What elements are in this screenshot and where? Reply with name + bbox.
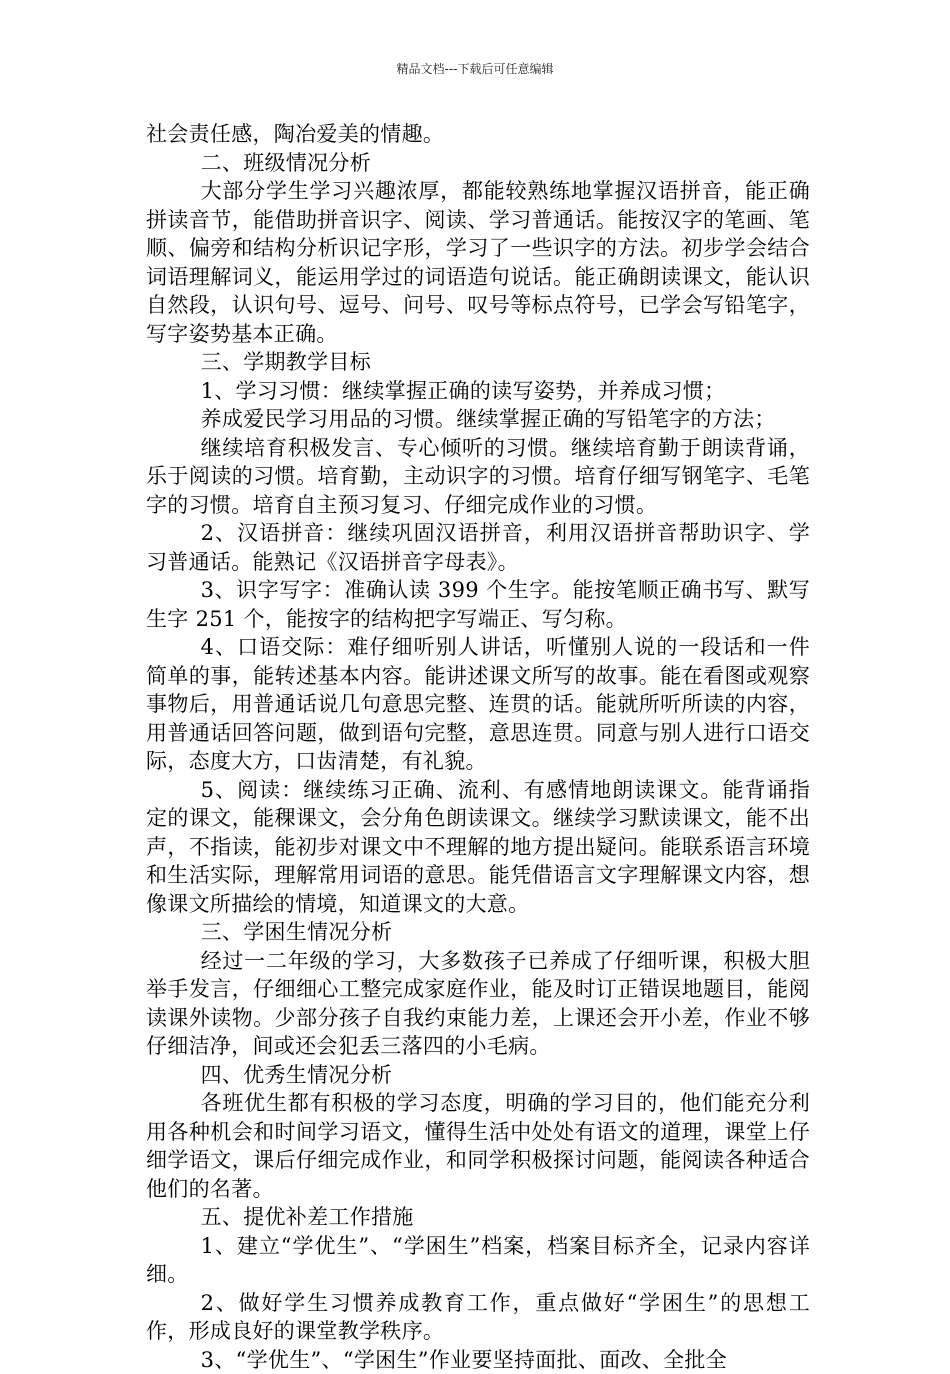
paragraph: 三、学期教学目标 <box>146 348 810 377</box>
paragraph: 社会责任感，陶冶爱美的情趣。 <box>146 120 810 149</box>
paragraph: 1、学习习惯：继续掌握正确的读写姿势，并养成习惯； <box>146 377 810 406</box>
paragraph: 3、识字写字：准确认读 399 个生字。能按笔顺正确书写、默写生字 251 个，能按字的结构把字写端正、写匀称。 <box>146 576 810 633</box>
paragraph: 三、学困生情况分析 <box>146 918 810 947</box>
paragraph: 四、优秀生情况分析 <box>146 1061 810 1090</box>
paragraph: 五、提优补差工作措施 <box>146 1203 810 1232</box>
paragraph: 经过一二年级的学习，大多数孩子已养成了仔细听课，积极大胆举手发言，仔细细心工整完成家庭作业，能及时订正错误地题目，能阅读课外读物。少部分孩子自我约束能力差，上课还会开小差，作业不够仔细洁净，间或还会犯丢三落四的小毛病。 <box>146 947 810 1061</box>
document-body <box>146 120 810 1374</box>
paragraph: 大部分学生学习兴趣浓厚，都能较熟练地掌握汉语拼音，能正确拼读音节，能借助拼音识字、阅读、学习普通话。能按汉字的笔画、笔顺、偏旁和结构分析识记字形，学习了一些识字的方法。初步学会结合词语理解词义，能运用学过的词语造句说话。能正确朗读课文，能认识自然段，认识句号、逗号、问号、叹号等标点符号，已学会写铅笔字，写字姿势基本正确。 <box>146 177 810 348</box>
paragraph: 4、口语交际：难仔细听别人讲话，听懂别人说的一段话和一件简单的事，能转述基本内容。能讲述课文所写的故事。能在看图或观察事物后，用普通话说几句意思完整、连贯的话。能就所听所读的内容，用普通话回答问题，做到语句完整，意思连贯。同意与别人进行口语交际，态度大方，口齿清楚，有礼貌。 <box>146 633 810 776</box>
page-header: 精品文档---下载后可任意编辑 <box>0 60 950 77</box>
paragraph: 二、班级情况分析 <box>146 149 810 178</box>
paragraph: 1、建立“学优生”、“学困生”档案，档案目标齐全，记录内容详细。 <box>146 1232 810 1289</box>
paragraph: 2、汉语拼音：继续巩固汉语拼音，利用汉语拼音帮助识字、学习普通话。能熟记《汉语拼音字母表》。 <box>146 519 810 576</box>
paragraph: 继续培育积极发言、专心倾听的习惯。继续培育勤于朗读背诵，乐于阅读的习惯。培育勤，主动识字的习惯。培育仔细写钢笔字、毛笔字的习惯。培育自主预习复习、仔细完成作业的习惯。 <box>146 434 810 520</box>
paragraph: 3、“学优生”、“学困生”作业要坚持面批、面改、全批全 <box>146 1346 810 1374</box>
paragraph: 各班优生都有积极的学习态度，明确的学习目的，他们能充分利用各种机会和时间学习语文，懂得生活中处处有语文的道理，课堂上仔细学语文，课后仔细完成作业，和同学积极探讨问题，能阅读各种适合他们的名著。 <box>146 1089 810 1203</box>
paragraph: 2、做好学生习惯养成教育工作，重点做好“学困生”的思想工作，形成良好的课堂教学秩序。 <box>146 1289 810 1346</box>
paragraph: 5、阅读：继续练习正确、流利、有感情地朗读课文。能背诵指定的课文，能稞课文，会分角色朗读课文。继续学习默读课文，能不出声，不指读，能初步对课文中不理解的地方提出疑问。能联系语言环境和生活实际，理解常用词语的意思。能凭借语言文字理解课文内容，想像课文所描绘的情境，知道课文的大意。 <box>146 776 810 919</box>
paragraph: 养成爱民学习用品的习惯。继续掌握正确的写铅笔字的方法； <box>146 405 810 434</box>
